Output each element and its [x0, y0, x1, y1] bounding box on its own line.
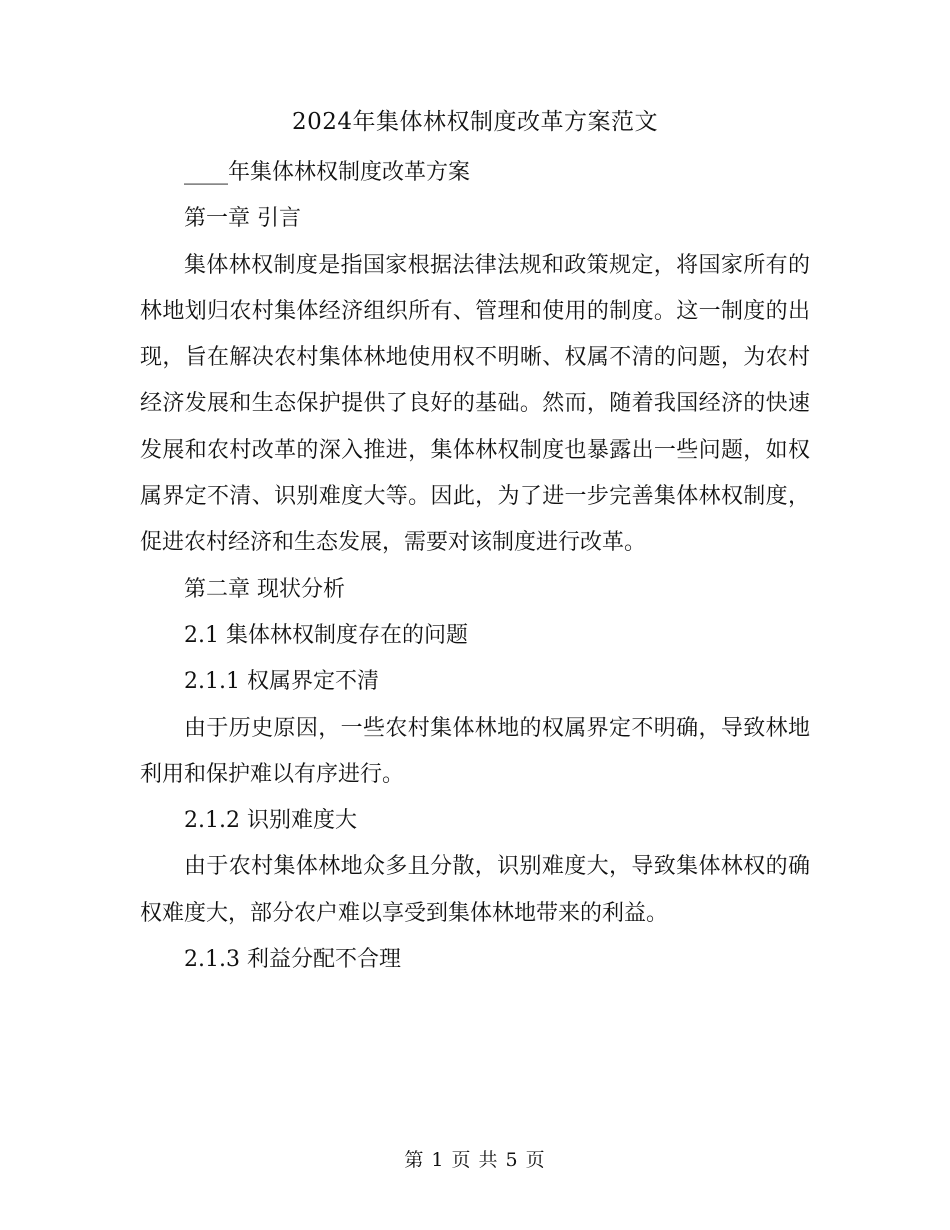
subsection-heading: 2.1.2 识别难度大: [184, 808, 357, 834]
chapter-heading: 第二章 现状分析: [184, 576, 345, 602]
body-paragraph: 集体林权制度是指国家根据法律法规和政策规定，将国家所有的林地划归农村集体经济组织所有、管理和使用的制度。这一制度的出现，旨在解决农村集体林地使用权不明晰、权属不清的问题，为农村经济发展和生态保护提供了良好的基础。然而，随着我国经济的快速发展和农村改革的深入推进，集体林权制度也暴露出一些问题，如权属界定不清、识别难度大等。因此，为了进一步完善集体林权制度，促进农村经济和生态发展，需要对该制度进行改革。: [140, 252, 810, 556]
page-number-footer: 第 1 页 共 5 页: [404, 1149, 546, 1171]
subtitle-line: ____年集体林权制度改革方案: [184, 160, 471, 185]
body-paragraph: 由于农村集体林地众多且分散，识别难度大，导致集体林权的确权难度大，部分农户难以享受到集体林地带来的利益。: [140, 854, 810, 926]
subsection-heading: 2.1.1 权属界定不清: [184, 669, 379, 695]
subsection-heading: 2.1.3 利益分配不合理: [184, 947, 401, 973]
section-heading: 2.1 集体林权制度存在的问题: [184, 622, 468, 648]
body-paragraph: 由于历史原因，一些农村集体林地的权属界定不明确，导致林地利用和保护难以有序进行。: [140, 715, 810, 787]
document-body: [140, 150, 810, 983]
document-title: 2024年集体林权制度改革方案范文: [291, 109, 659, 135]
chapter-heading: 第一章 引言: [184, 206, 301, 232]
